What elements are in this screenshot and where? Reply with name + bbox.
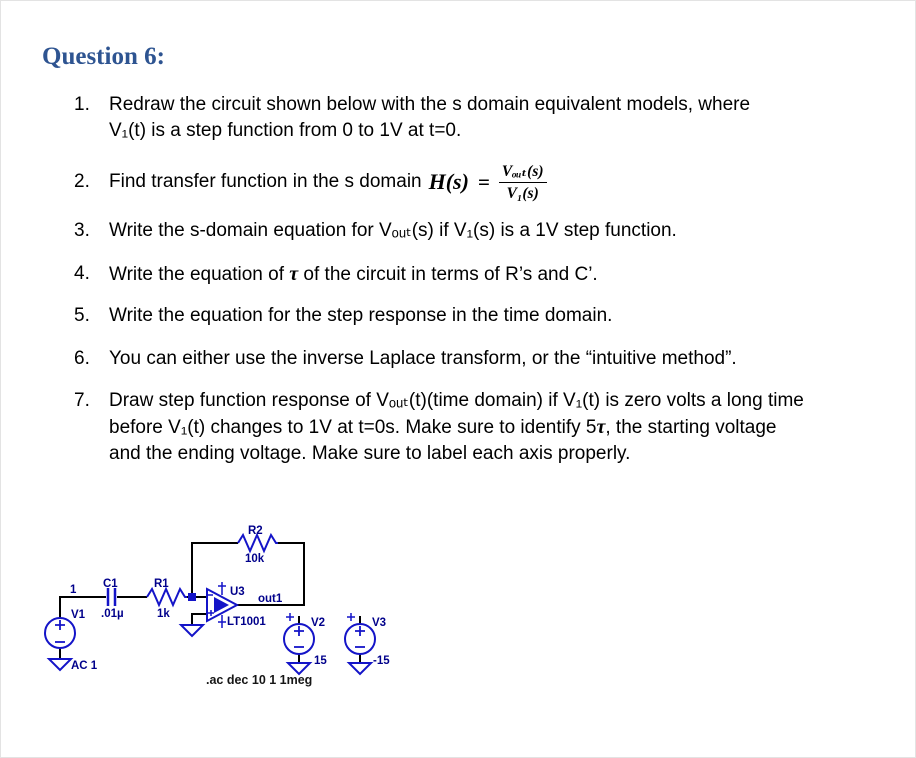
- item-number: 2.: [74, 171, 90, 192]
- item-line: Find transfer function in the s domain: [109, 171, 422, 192]
- item-text-segment: , the starting voltage: [605, 417, 777, 438]
- item-number: 5.: [74, 305, 90, 326]
- v1-ground-icon: [49, 659, 71, 670]
- r1-resistor: [147, 589, 187, 605]
- r1-value: 1k: [157, 608, 170, 620]
- r1-label: R1: [154, 578, 169, 590]
- fraction-numerator: Vₒᵤₜ(s): [499, 162, 547, 183]
- equals-sign: =: [477, 170, 490, 194]
- v3-label: V3: [372, 617, 387, 629]
- circuit-schematic: [1, 1, 916, 758]
- junction-node: [188, 593, 196, 601]
- item-number: 4.: [74, 263, 90, 284]
- item-line: You can either use the inverse Laplace transform, or the “intuitive method”.: [109, 348, 737, 369]
- tau-symbol: τ: [289, 263, 299, 285]
- u3-label: U3: [230, 586, 245, 598]
- item-line: Write the s-domain equation for Vₒᵤₜ(s) if V₁(s) is a 1V step function.: [109, 220, 677, 241]
- transfer-function-symbol: H(s): [428, 169, 469, 194]
- item-line: Write the equation for the step response in the time domain.: [109, 305, 613, 326]
- tau-symbol: τ: [596, 416, 606, 438]
- v2-value: 15: [314, 655, 327, 667]
- item-line: V₁(t) is a step function from 0 to 1V at t=0.: [109, 120, 462, 141]
- item-text-segment: before V₁(t) changes to 1V at t=0s. Make sure to identify 5: [109, 417, 597, 438]
- page-title: Question 6:: [42, 43, 165, 70]
- item-text-segment: Write the equation of: [109, 264, 290, 285]
- c1-capacitor: [108, 588, 115, 606]
- v3-ground-icon: [349, 663, 371, 674]
- c1-value: .01µ: [101, 608, 124, 620]
- spice-directive: .ac dec 10 1 1meg: [206, 673, 313, 687]
- u3-part-number: LT1001: [227, 616, 266, 628]
- r2-label: R2: [248, 525, 263, 537]
- item-line: Redraw the circuit shown below with the s domain equivalent models, where: [109, 94, 751, 115]
- item-number: 6.: [74, 348, 90, 369]
- node-label: 1: [70, 584, 77, 596]
- item-number: 3.: [74, 220, 90, 241]
- item-line: and the ending voltage. Make sure to label each axis properly.: [109, 443, 631, 464]
- v1-type-label: AC 1: [71, 660, 98, 672]
- v1-label: V1: [71, 609, 86, 621]
- v2-label: V2: [311, 617, 326, 629]
- item-number: 7.: [74, 390, 90, 411]
- c1-label: C1: [103, 578, 118, 590]
- v3-value: -15: [373, 655, 390, 667]
- item-line: Draw step function response of Vₒᵤₜ(t)(time domain) if V₁(t) is zero volts a long time: [109, 390, 804, 411]
- fraction-denominator: V₁(s): [506, 184, 539, 202]
- item-text-segment: of the circuit in terms of R’s and C’.: [298, 264, 598, 285]
- v1-voltage-source: [45, 618, 75, 648]
- r2-resistor: [238, 535, 278, 551]
- output-net-label: out1: [258, 593, 283, 605]
- item-number: 1.: [74, 94, 90, 115]
- r2-value: 10k: [245, 553, 265, 565]
- opamp-input-ground-icon: [181, 625, 203, 636]
